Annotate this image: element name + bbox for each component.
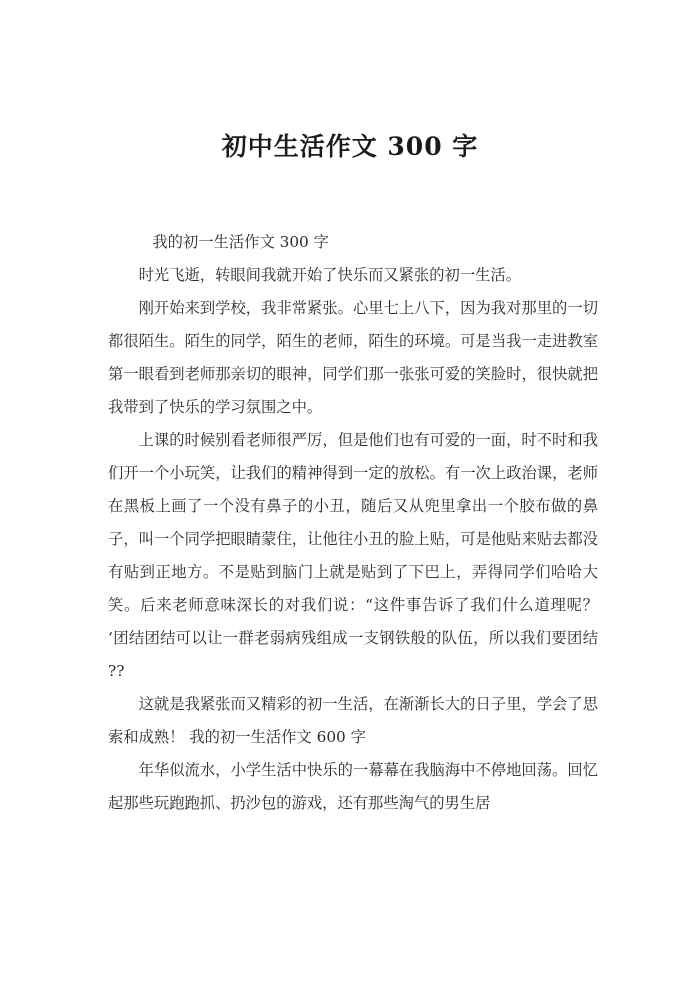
paragraph-subtitle: 我的初一生活作文 300 字 (152, 233, 329, 251)
paragraph-4: 这就是我紧张而又精彩的初一生活，在渐渐长大的日子里，学会了思索和成熟！ 我的初一生活作文 600 字 (108, 695, 598, 746)
paragraph-3: 上课的时候别看老师很严厉，但是他们也有可爱的一面，时不时和我们开一个小玩笑，让我们的精神得到一定的放松。有一次上政治课，老师在黑板上画了一个没有鼻子的小丑，随后又从兜里拿出一个胶布做的鼻子，叫一个同学把眼睛蒙住，让他往小丑的脸上贴，可是他贴来贴去都没有贴到正地方。不是贴到脑门上就是贴到了下巴上，弄得同学们哈哈大笑。后来老师意味深长的对我们说：“这件事告诉了我们什么道理呢？ ‘团结团结可以让一群老弱病残组成一支钢铁般的队伍，所以我们要团结 ?? (108, 431, 598, 680)
document-body (108, 226, 598, 820)
document-title: 初中生活作文 300 字 (221, 132, 479, 161)
paragraph-5: 年华似流水，小学生活中快乐的一幕幕在我脑海中不停地回荡。回忆起那些玩跑跑抓、扔沙包的游戏，还有那些淘气的男生居 (108, 761, 598, 812)
paragraph-1: 时光飞逝，转眼间我就开始了快乐而又紧张的初一生活。 (138, 266, 522, 284)
paragraph-2: 刚开始来到学校，我非常紧张。心里七上八下，因为我对那里的一切都很陌生。陌生的同学，陌生的老师，陌生的环境。可是当我一走进教室第一眼看到老师那亲切的眼神，同学们那一张张可爱的笑脸时，很快就把我带到了快乐的学习氛围之中。 (108, 299, 598, 416)
